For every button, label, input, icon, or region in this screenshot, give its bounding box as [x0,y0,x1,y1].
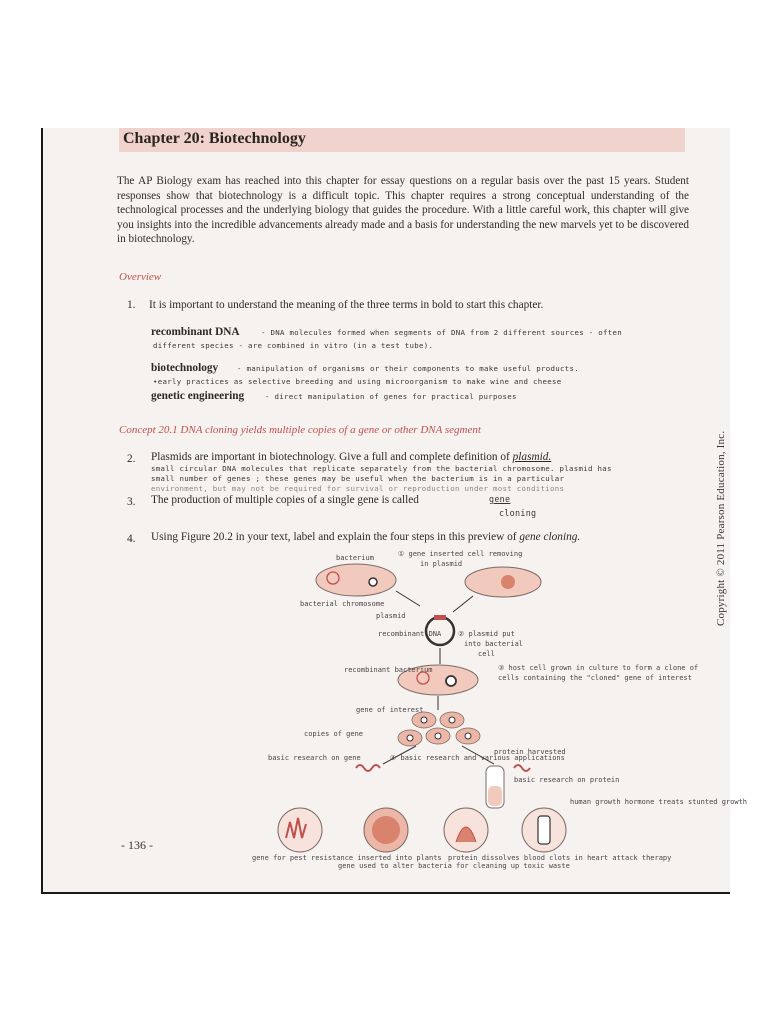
cell-clones [398,712,480,746]
term-genetic-engineering: genetic engineering [151,390,245,402]
label-blood-clots: protein dissolves blood clots in heart attack therapy [448,854,672,862]
label-recombinant-bacterium: recombinant bacterium [344,666,433,674]
label-bacterial-chromosome: bacterial chromosome [300,600,385,608]
overview-heading: Overview [119,271,162,283]
donor-nucleus [501,575,515,589]
label-step2c: cell [478,650,495,658]
worksheet-page [41,128,748,894]
arrow-2 [453,596,473,612]
q2-number: 2. [127,453,136,465]
label-step2: ② plasmid put [458,630,515,638]
q2-answer-2: small number of genes ; these genes may be useful when the bacterium is in a particular [151,474,565,483]
q1-text: It is important to understand the meaning of the three terms in bold to start this chapter. [149,299,544,311]
chapter-title: Chapter 20: Biotechnology [123,130,306,147]
protein-harvest-mark [514,765,530,771]
q2-answer-3: environment, but may not be required for survival or reproduction under most conditions [151,484,565,493]
q3-answer-gene: gene [489,494,511,504]
copyright-notice: Copyright © 2011 Pearson Education, Inc. [715,430,727,626]
concept-heading: Concept 20.1 DNA cloning yields multiple copies of a gene or other DNA segment [119,424,481,436]
label-gene-of-interest: gene of interest [356,706,424,714]
term-biotechnology: biotechnology [151,362,219,374]
protein-tube-fill [488,786,502,806]
label-toxic-cleanup: gene used to alter bacteria for cleaning up toxic waste [338,862,570,870]
answer-biotechnology-2: •early practices as selective breeding and using microorganism to make wine and cheese [153,377,562,386]
gene-cloning-figure [238,546,748,876]
q3-answer-cloning: cloning [499,508,537,518]
label-step4: ④ basic research and various applications [390,754,565,762]
bacterium-plasmid [369,578,377,586]
label-pest-resistance: gene for pest resistance inserted into plants [252,854,442,862]
q3-text: The production of multiple copies of a single gene is called [151,494,419,506]
q3-number: 3. [127,496,136,508]
q1-number: 1. [127,299,136,311]
label-basic-research-protein: basic research on protein [514,776,620,784]
term-recombinant-dna: recombinant DNA [151,326,240,338]
answer-recombinant-dna-2: different species - are combined in vitro (in a test tube). [153,341,434,350]
gene-copies [356,765,380,771]
q2-text-plasmid: plasmid. [512,451,552,463]
q4-number: 4. [127,533,136,545]
q2-text-main: Plasmids are important in biotechnology. Give a full and complete definition of [151,451,513,463]
label-step1b: in plasmid [420,560,463,568]
application-circles [278,808,566,852]
q2-text [151,451,551,463]
label-step2b: into bacterial [464,640,524,648]
answer-biotechnology-1: - manipulation of organisms or their components to make useful products. [237,364,579,373]
q4-text-gene-cloning: gene cloning. [519,531,581,543]
label-step3: ③ host cell grown in culture to form a clone of [498,664,699,672]
answer-genetic-engineering: - direct manipulation of genes for practical purposes [265,392,517,401]
q2-answer-1: small circular DNA molecules that replicate separately from the bacterial chromosome. plasmid has [151,464,612,473]
label-bacterium: bacterium [336,554,374,562]
label-protein-harvested: protein harvested [494,748,566,756]
label-recombinant-dna: recombinant DNA [378,630,442,638]
page-number: - 136 - [121,838,153,852]
label-step3b: cells containing the "cloned" gene of interest [498,674,692,682]
q4-text [151,531,580,543]
label-plasmid: plasmid [376,612,406,620]
q4-text-main: Using Figure 20.2 in your text, label and explain the four steps in this preview of [151,531,520,543]
label-copies-of-gene: copies of gene [304,730,364,738]
arrow-1 [396,591,420,606]
inserted-gene-segment [434,615,446,620]
intro-paragraph: The AP Biology exam has reached into this chapter for essay questions on a regular basis over the past 15 years. Student responses show that biotechnology is a difficult topic. This chapter requires a strong conceptual understanding of the technological processes and the underlying biology that guides the procedure. With a little careful work, this chapter will give you insights into the incredible advancements already made and a basis for understanding the new marvels yet to be discovered in biotechnology. [117,175,689,246]
label-step1: ① gene inserted cell removing [398,550,523,558]
answer-recombinant-dna-1: - DNA molecules formed when segments of DNA from 2 different sources - often [261,328,622,337]
label-basic-research-gene: basic research on gene [268,754,361,762]
recombinant-plasmid-small [446,676,456,686]
label-hgh: human growth hormone treats stunted growth [570,798,748,806]
